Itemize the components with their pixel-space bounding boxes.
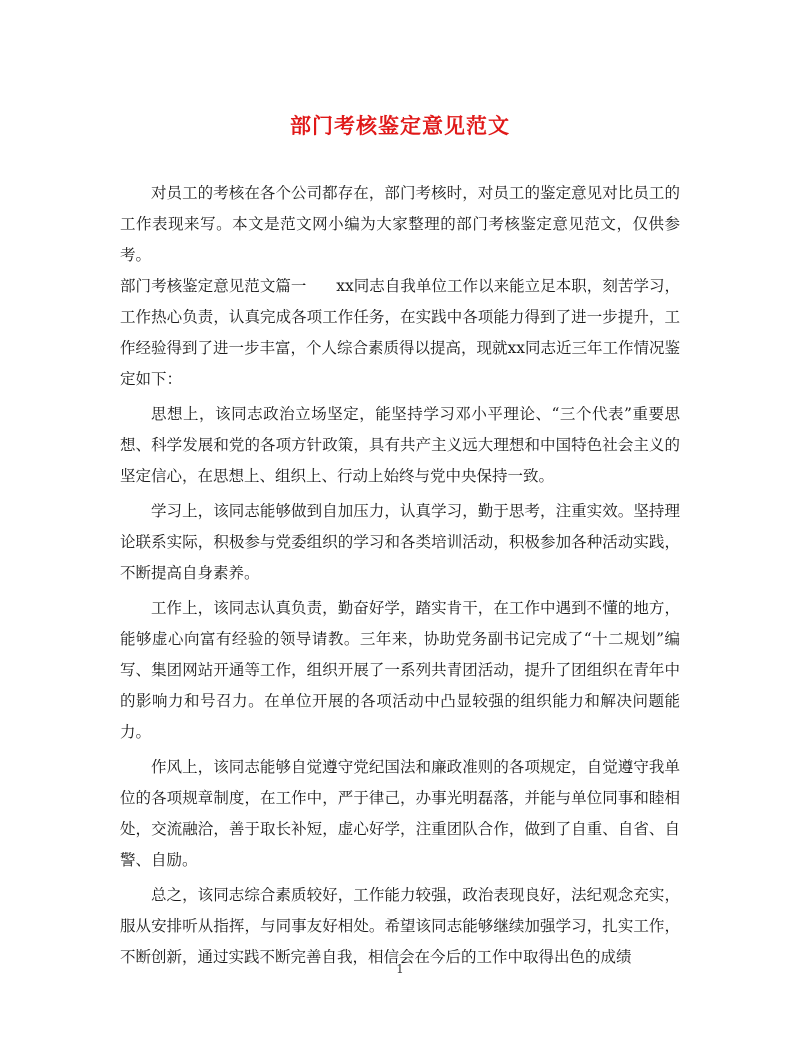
paragraph-conduct: 作风上，该同志能够自觉遵守党纪国法和廉政准则的各项规定，自觉遵守我单位的各项规章制度，在工作中，严于律己，办事光明磊落，并能与单位同事和睦相处，交流融洽，善于取长补短，虚心好学，注重团队合作，做到了自重、自省、自警、自励。 xyxy=(120,758,680,869)
section-lead: xx同志自我单位工作以来能立足本职，刻苦学习，工作热心负责，认真完成各项工作任务，在实践中各项能力得到了进一步提升，工作经验得到了进一步丰富，个人综合素质得以提高，现就xx同志近三年工作情况鉴定如下： xyxy=(120,277,680,388)
paragraph-summary: 总之，该同志综合素质较好，工作能力较强，政治表现良好，法纪观念充实，服从安排听从指挥，与同事友好相处。希望该同志能够继续加强学习，扎实工作，不断创新，通过实践不断完善自我，相信会在今后的工作中取得出色的成绩 xyxy=(120,886,680,966)
paragraph-ideology: 思想上，该同志政治立场坚定，能坚持学习邓小平理论、“三个代表”重要思想、科学发展和党的各项方针政策，具有共产主义远大理想和中国特色社会主义的坚定信心，在思想上、组织上、行动上始终与党中央保持一致。 xyxy=(120,405,680,485)
document-body xyxy=(120,178,680,973)
page-number: 1 xyxy=(396,962,404,976)
section-heading: 部门考核鉴定意见范文篇一 xyxy=(120,277,307,295)
section-block xyxy=(120,271,680,395)
intro-paragraph: 对员工的考核在各个公司都存在，部门考核时，对员工的鉴定意见对比员工的工作表现来写。本文是范文网小编为大家整理的部门考核鉴定意见范文，仅供参考。 xyxy=(120,184,680,264)
page-title: 部门考核鉴定意见范文 xyxy=(290,113,510,138)
paragraph-work: 工作上，该同志认真负责，勤奋好学，踏实肯干，在工作中遇到不懂的地方，能够虚心向富有经验的领导请教。三年来，协助党务副书记完成了“十二规划”编写、集团网站开通等工作，组织开展了一系列共青团活动，提升了团组织在青年中的影响力和号召力。在单位开展的各项活动中凸显较强的组织能力和解决问题能力。 xyxy=(120,599,680,741)
paragraph-study: 学习上，该同志能够做到自加压力，认真学习，勤于思考，注重实效。坚持理论联系实际，积极参与党委组织的学习和各类培训活动，积极参加各种活动实践，不断提高自身素养。 xyxy=(120,502,680,582)
